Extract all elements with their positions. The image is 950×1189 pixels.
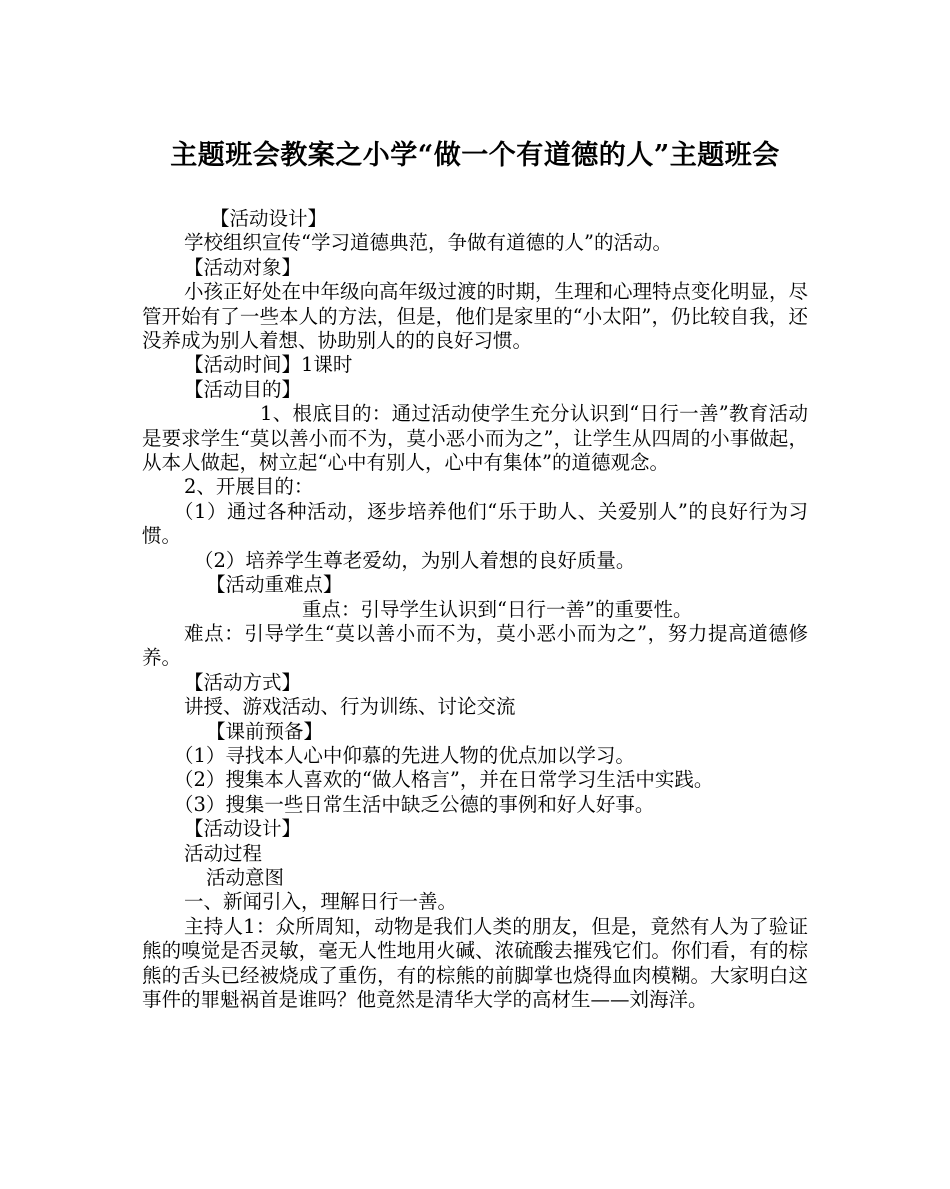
paragraph: 一、新闻引入，理解日行一善。 [184, 890, 458, 914]
paragraph: （1）通过各种活动，逐步培养他们“乐于助人、关爱别人”的良好行为习惯。 [142, 499, 808, 548]
paragraph: 小孩正好处在中年级向高年级过渡的时期，生理和心理特点变化明显，尽管开始有了一些本人的方法，但是，他们是家里的“小太阳”，仍比较自我，还没养成为别人着想、协助别人的的良好习惯。 [142, 280, 809, 353]
document-title: 主题班会教案之小学“做一个有道德的人”主题班会 [170, 140, 780, 171]
paragraph: 活动意图 [206, 865, 285, 889]
section-heading: 【活动目的】 [184, 377, 302, 401]
paragraph: 重点：引导学生认识到“日行一善”的重要性。 [302, 597, 693, 621]
paragraph: （2）培养学生尊老爱幼，为别人着想的良好质量。 [194, 548, 636, 572]
section-heading: 【活动设计】 [210, 207, 328, 230]
paragraph: 1、根底目的：通过活动使学生充分认识到“日行一善”教育活动是要求学生“莫以善小而不为，莫小恶小而为之”，让学生从四周的小事做起，从本人做起，树立起“心中有别人，心中有集体”的道德观念。 [142, 402, 808, 475]
paragraph: 主持人1：众所周知，动物是我们人类的朋友，但是，竟然有人为了验证熊的嗅觉是否灵敏，毫无人性地用火碱、浓硫酸去摧残它们。你们看，有的棕熊的舌头已经被烧成了重伤，有的棕熊的前脚掌也烧得血肉模糊。大家明白这事件的罪魁祸首是谁吗？他竟然是清华大学的高材生——刘海洋。 [142, 914, 808, 1011]
section-heading: 【活动对象】 [184, 255, 302, 279]
section-heading: 【活动设计】 [184, 817, 302, 841]
paragraph: （3）搜集一些日常生活中缺乏公德的事例和好人好事。 [174, 792, 655, 816]
paragraph: 2、开展目的： [184, 475, 314, 499]
paragraph: 难点：引导学生“莫以善小而不为，莫小恶小而为之”，努力提高道德修养。 [142, 621, 808, 670]
paragraph: 活动过程 [184, 841, 263, 865]
paragraph: （1）寻找本人心中仰慕的先进人物的优点加以学习。 [174, 743, 635, 767]
paragraph: 讲授、游戏活动、行为训练、讨论交流 [184, 695, 516, 719]
paragraph: （2）搜集本人喜欢的“做人格言”，并在日常学习生活中实践。 [174, 768, 714, 792]
section-heading: 【活动重难点】 [206, 573, 343, 597]
section-heading: 【活动方式】 [184, 670, 302, 694]
section-heading: 【活动时间】1课时 [184, 353, 353, 377]
section-heading: 【课前预备】 [206, 719, 324, 743]
paragraph: 学校组织宣传“学习道德典范，争做有道德的人”的活动。 [184, 231, 672, 255]
document-body [142, 207, 808, 1012]
